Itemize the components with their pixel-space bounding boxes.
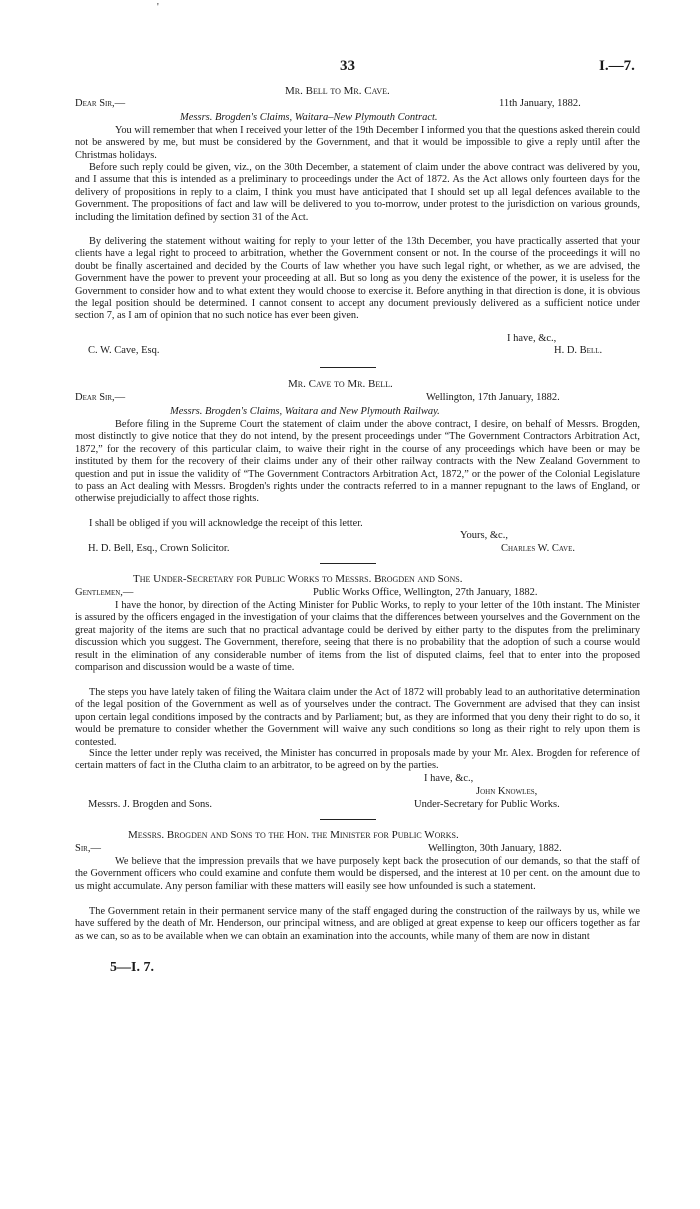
letter2-addressee: H. D. Bell, Esq., Crown Solicitor. bbox=[88, 543, 230, 554]
letter2-paragraph-2: I shall be obliged if you will acknowledge the receipt of this letter. bbox=[89, 518, 363, 529]
letter3-addressee: Messrs. J. Brogden and Sons. bbox=[88, 799, 212, 810]
letter2-signature: Charles W. Cave. bbox=[501, 543, 575, 554]
page-number: 33 bbox=[340, 58, 355, 74]
letter3-salutation: Gentlemen,— bbox=[75, 587, 134, 598]
letter1-paragraph-1: You will remember that when I received your letter of the 19th December I informed you that the questions asked therein could not be answered by me, but must be considered by the Government, and that it would be impossible to give a reply until after the Christmas holidays. bbox=[75, 125, 640, 161]
letter3-signature-title: Under-Secretary for Public Works. bbox=[414, 799, 560, 810]
letter3-paragraph-2: The steps you have lately taken of filing the Waitara claim under the Act of 1872 will probably lead to an authoritative determination of the legal position of the Government as well as of yourselves under the contract. The Government are advised that they can insist upon certain legal conditions imposed by the contracts and by Parliament; but, as they are informed that you deny their right to do so, it would be premature to consider whether the Government will waive any such conditions so long as their right to rely upon them is contested. bbox=[75, 687, 640, 748]
letter1-closing: I have, &c., bbox=[507, 333, 557, 344]
letter3-date: Public Works Office, Wellington, 27th January, 1882. bbox=[313, 587, 538, 598]
letter1-heading: Mr. Bell to Mr. Cave. bbox=[285, 85, 390, 97]
letter4-salutation: Sir,— bbox=[75, 843, 101, 854]
letter4-paragraph-2: The Government retain in their permanent service many of the staff engaged during the construction of the railways by us, while we have suffered by the death of Mr. Henderson, our principal witness, and are obliged at great expense to keep our officers together as far as we can, so as to be available when we can obtain an examination into the accounts, while many of them are now in distant bbox=[75, 906, 640, 942]
section-divider bbox=[320, 367, 376, 368]
section-divider bbox=[320, 563, 376, 564]
letter1-addressee: C. W. Cave, Esq. bbox=[88, 345, 160, 356]
letter1-date: 11th January, 1882. bbox=[499, 98, 581, 109]
letter4-date: Wellington, 30th January, 1882. bbox=[428, 843, 562, 854]
letter3-paragraph-3: Since the letter under reply was received, the Minister has concurred in proposals made by your Mr. Alex. Brogden for reference of certain matters of fact in the Clutha claim to an arbitrator, to be agreed on by the parties. bbox=[75, 748, 640, 772]
letter2-subject: Messrs. Brogden's Claims, Waitara and New Plymouth Railway. bbox=[170, 406, 440, 417]
letter3-paragraph-1: I have the honor, by direction of the Acting Minister for Public Works, to reply to your letter of the 10th instant. The Minister is assured by the officers engaged in the investigation of your claims that the differences between yourselves and the Government on the great majority of the items are such that no practical advantage could be derived by either party to the disputes from the preliminary discussion which you suggest. The Government, therefore, seeing that there is no probability that the adoption of such a course would result in the elimination of any considerable number of items from the list of disputed claims, feel that to enter into the proposed comparison and discussion would be a waste of time. bbox=[75, 600, 640, 674]
letter2-salutation: Dear Sir,— bbox=[75, 392, 126, 403]
letter1-salutation: Dear Sir,— bbox=[75, 98, 126, 109]
printer-signature-mark: 5—I. 7. bbox=[110, 960, 154, 975]
letter3-signature: John Knowles, bbox=[476, 786, 538, 797]
letter1-signature: H. D. Bell. bbox=[554, 345, 603, 356]
letter4-paragraph-1: We believe that the impression prevails that we have purposely kept back the prosecution of our demands, so that the staff of the Government officers who could examine and confute them would be dispersed, and the interest at 10 per cent. on the amount due to us might accumulate. Any person familiar with these matters will easily see how unfounded is such a statement. bbox=[75, 856, 640, 892]
letter1-paragraph-2: Before such reply could be given, viz., on the 30th December, a statement of claim under the above contract was delivered by you, and I assume that this is intended as a preliminary to proceedings under the Act of 1872. As the Act allows only fourteen days for the delivery of propositions in reply to a claim, I think you must have anticipated that I should set up all legal defences available to the Government. The propositions of fact and law will be delivered to you to-morrow, under protest to the jurisdiction on various grounds, including the limitation defined by section 31 of the Act. bbox=[75, 162, 640, 223]
letter1-subject: Messrs. Brogden's Claims, Waitara–New Plymouth Contract. bbox=[180, 112, 438, 123]
document-reference: I.—7. bbox=[599, 58, 635, 74]
letter1-paragraph-3: By delivering the statement without waiting for reply to your letter of the 13th December, you have practically asserted that your clients have a legal right to proceed to arbitration, whether the Government consent or not. In the course of the proceedings it will no doubt be finally ascertained and decided by the Courts of law whether you have such legal right, or whether, as we are advised, the Government have the power to prevent your proceeding at all. But so long as you deny the existence of the power, it is useless for the Government to consider how and to what extent they would choose to exercise it. Before anything in that direction is done, it is obvious the legal position should be determined. I cannot consent to accept any document previously delivered as a sufficient notice under section 7, as I am of opinion that no such notice has ever been given. bbox=[75, 236, 640, 322]
letter2-paragraph-1: Before filing in the Supreme Court the statement of claim under the above contract, I desire, on behalf of Messrs. Brogden, most distinctly to give notice that they do not intend, by the present proceedings under “The Government Contractors Arbitration Act, 1872,” for the recovery of this particular claim, to waive their right in the course of any proceedings which have been or may be instituted by them for the recovery of their claims under any of their other railway contracts with the New Zealand Government to question and put in issue the validity of “The Government Contractors Arbitration Act, 1872,” or the power of the Colonial Legislature to pass an Act dealing with Messrs. Brogden's rights under the contracts referred to in a manner repugnant to the laws of England, or otherwise prejudicially to affect those rights. bbox=[75, 419, 640, 505]
tick-mark: ' bbox=[157, 2, 159, 13]
letter2-closing: Yours, &c., bbox=[460, 530, 508, 541]
section-divider bbox=[320, 819, 376, 820]
letter3-heading: The Under-Secretary for Public Works to Messrs. Brogden and Sons. bbox=[133, 573, 463, 585]
letter2-heading: Mr. Cave to Mr. Bell. bbox=[288, 378, 393, 390]
letter4-heading: Messrs. Brogden and Sons to the Hon. the Minister for Public Works. bbox=[128, 829, 459, 841]
letter2-date: Wellington, 17th January, 1882. bbox=[426, 392, 560, 403]
letter3-closing: I have, &c., bbox=[424, 773, 474, 784]
